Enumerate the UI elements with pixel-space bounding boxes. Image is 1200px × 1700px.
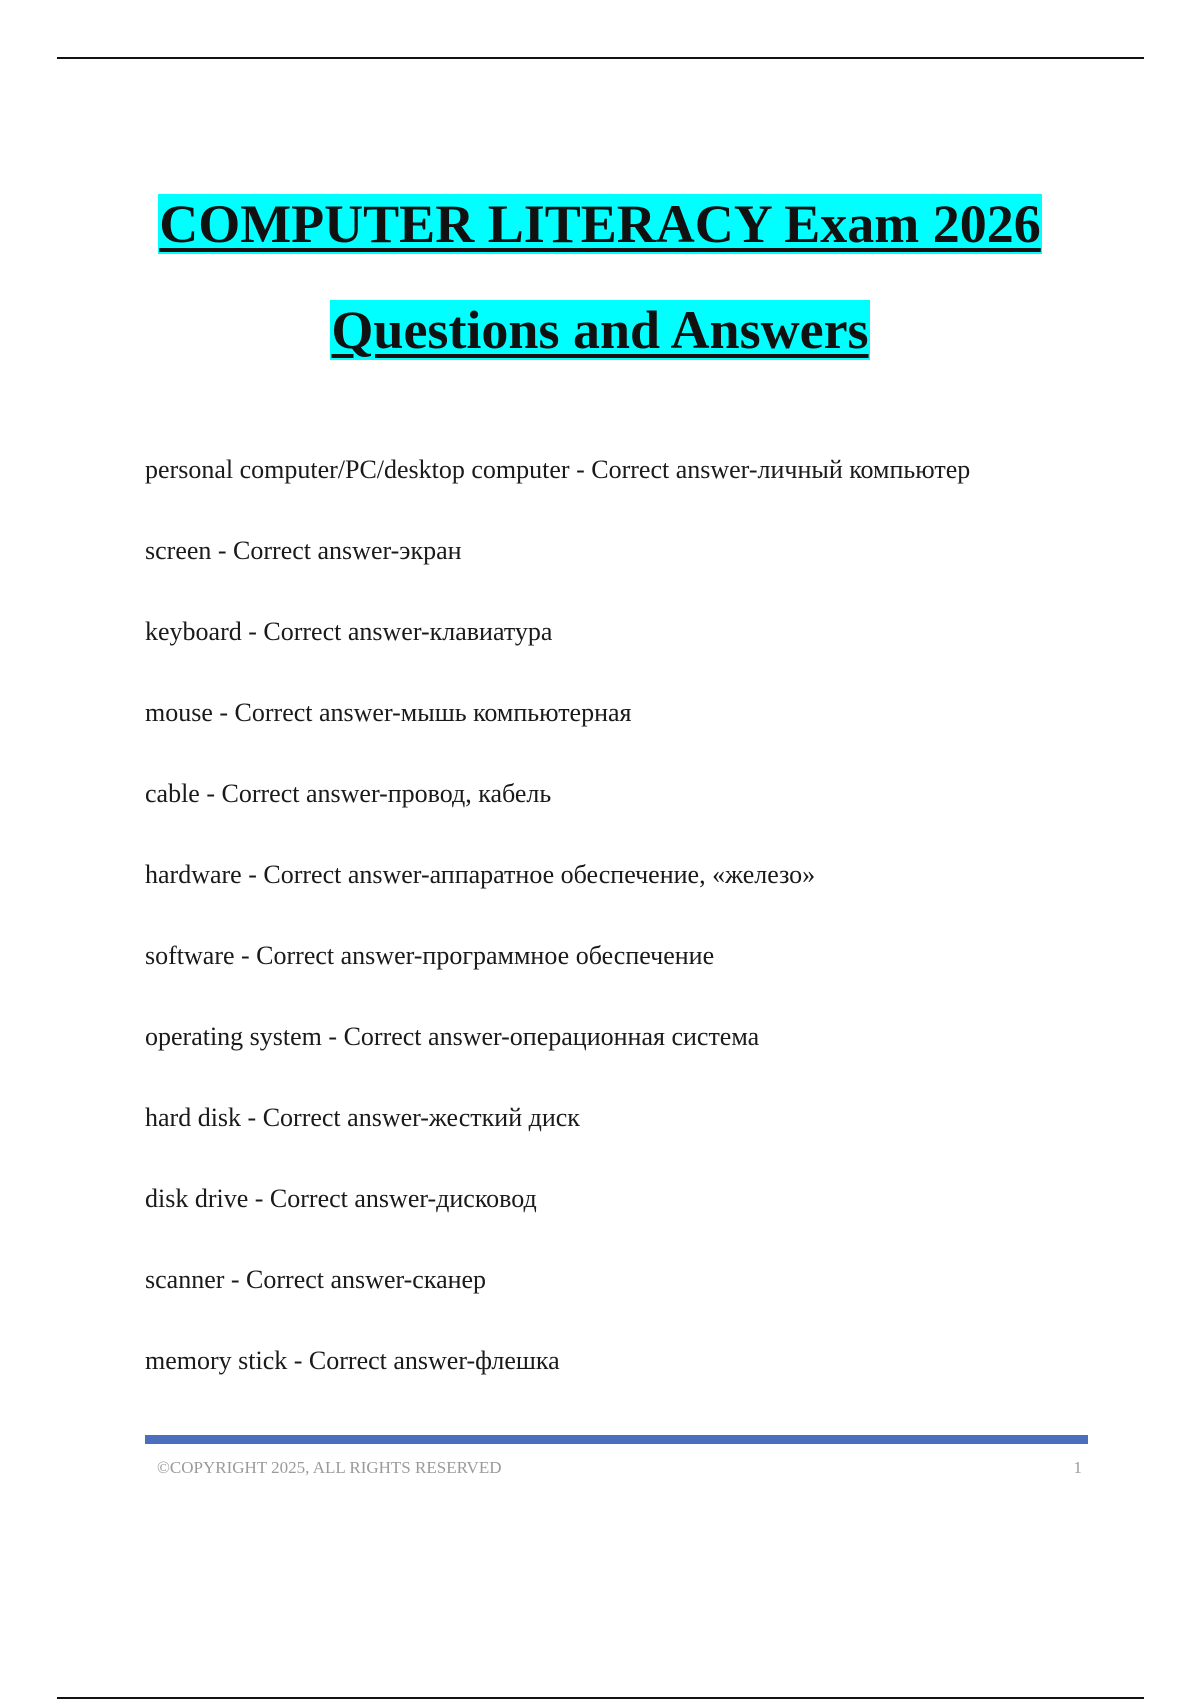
qa-entry: hardware - Correct answer-аппаратное обеспечение, «железо» [145, 860, 816, 889]
title-line-1 [0, 178, 1200, 284]
qa-entry: software - Correct answer-программное обеспечение [145, 941, 715, 970]
qa-entry: personal computer/PC/desktop computer - Correct answer-личный компьютер [145, 455, 971, 484]
top-rule [57, 57, 1144, 59]
qa-entry: cable - Correct answer-провод, кабель [145, 779, 552, 808]
footer-bar [145, 1435, 1088, 1444]
bottom-rule [57, 1697, 1144, 1699]
qa-entry: hard disk - Correct answer-жесткий диск [145, 1103, 580, 1132]
title-text-1: COMPUTER LITERACY Exam 2026 [159, 194, 1041, 254]
document-title [0, 178, 1200, 390]
qa-entry: operating system - Correct answer-операционная система [145, 1022, 760, 1051]
qa-entry: memory stick - Correct answer-флешка [145, 1346, 560, 1375]
qa-entry: scanner - Correct answer-сканер [145, 1265, 487, 1294]
page-number: 1 [1073, 1458, 1082, 1477]
qa-entry: disk drive - Correct answer-дисковод [145, 1184, 537, 1213]
qa-entry: screen - Correct answer-экран [145, 536, 462, 565]
title-text-2: Questions and Answers [331, 300, 869, 360]
qa-entry: mouse - Correct answer-мышь компьютерная [145, 698, 632, 727]
footer-copyright: ©COPYRIGHT 2025, ALL RIGHTS RESERVED [157, 1458, 502, 1477]
qa-entry: keyboard - Correct answer-клавиатура [145, 617, 553, 646]
qa-list [145, 450, 1105, 1422]
title-line-2 [0, 284, 1200, 390]
